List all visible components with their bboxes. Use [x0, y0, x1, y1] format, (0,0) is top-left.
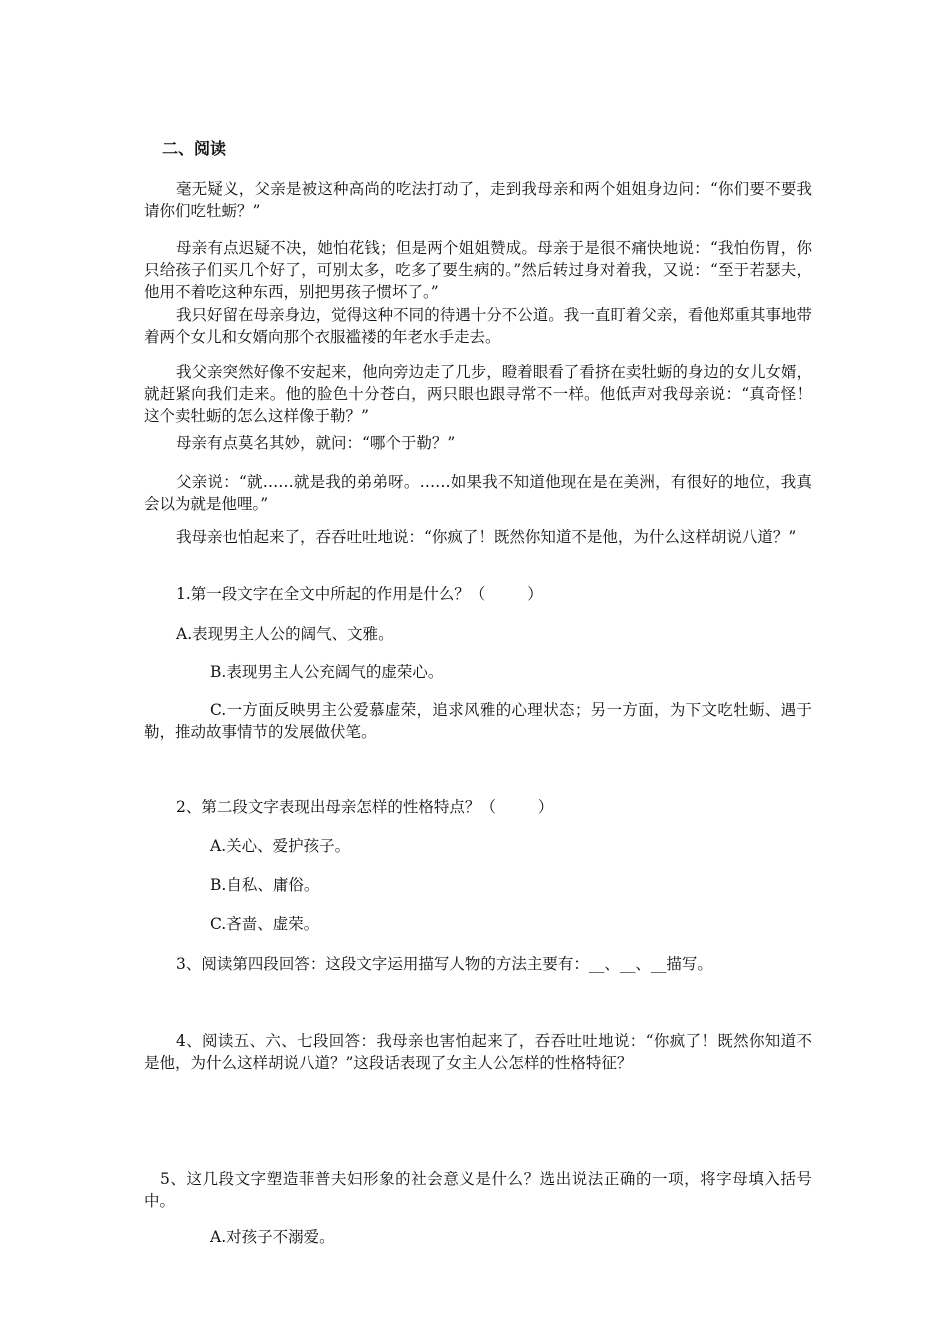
question-3: 3、阅读第四段回答：这段文字运用描写人物的方法主要有：__、__、__描写。	[176, 955, 713, 973]
question-2-stem: 2、第二段文字表现出母亲怎样的性格特点？（	[176, 798, 496, 816]
question-1-option-c: C.一方面反映男主公爱慕虚荣，追求风雅的心理状态；另一方面，为下文吃牡蛎、遇于勒，推动故事情节的发展做伏笔。	[144, 701, 812, 741]
paragraph-2: 母亲有点迟疑不决，她怕花钱；但是两个姐姐赞成。母亲于是很不痛快地说：“我怕伤胃，你只给孩子们买几个好了，可别太多，吃多了要生病的。”然后转过身对着我，又说：“至于若瑟夫，他用不着吃这种东西，别把男孩子惯坏了。”	[144, 239, 812, 301]
question-4: 4、阅读五、六、七段回答：我母亲也害怕起来了，吞吞吐吐地说：“你疯了！既然你知道不是他，为什么这样胡说八道？”这段话表现了女主人公怎样的性格特征？	[144, 1032, 812, 1072]
question-2-close: ）	[537, 798, 554, 816]
paragraph-4: 我父亲突然好像不安起来，他向旁边走了几步，瞪着眼看了看挤在卖牡蛎的身边的女儿女婿，就赶紧向我们走来。他的脸色十分苍白，两只眼也跟寻常不一样。他低声对我母亲说：“真奇怪！这个卖牡蛎的怎么这样像于勒？”	[144, 363, 812, 425]
paragraph-5: 母亲有点莫名其妙，就问：“哪个于勒？”	[176, 434, 456, 452]
question-2-option-b: B.自私、庸俗。	[210, 876, 320, 894]
question-5-option-a: A.对孩子不溺爱。	[210, 1228, 335, 1246]
paragraph-3: 我只好留在母亲身边，觉得这种不同的待遇十分不公道。我一直盯着父亲，看他郑重其事地带着两个女儿和女婿向那个衣服褴褛的年老水手走去。	[144, 306, 812, 346]
question-1-option-b: B.表现男主人公充阔气的虚荣心。	[210, 663, 444, 681]
paragraph-7: 我母亲也怕起来了，吞吞吐吐地说：“你疯了！既然你知道不是他，为什么这样胡说八道？”	[176, 528, 797, 546]
question-2-option-a: A.关心、爱护孩子。	[210, 837, 351, 855]
paragraph-6: 父亲说：“就……就是我的弟弟呀。……如果我不知道他现在是在美洲，有很好的地位，我真会以为就是他哩。”	[144, 473, 812, 513]
question-1-stem: 1.第一段文字在全文中所起的作用是什么？（	[176, 585, 486, 603]
question-2	[176, 796, 553, 818]
question-1	[176, 583, 543, 605]
paragraph-1: 毫无疑义，父亲是被这种高尚的吃法打动了，走到我母亲和两个姐姐身边问：“你们要不要我请你们吃牡蛎？”	[144, 180, 812, 220]
question-5: 5、这几段文字塑造菲普夫妇形象的社会意义是什么？选出说法正确的一项，将字母填入括号中。	[144, 1170, 812, 1210]
question-2-option-c: C.吝啬、虚荣。	[210, 915, 320, 933]
section-title: 二、阅读	[162, 139, 227, 158]
question-1-close: ）	[527, 585, 543, 603]
question-1-option-a: A.表现男主人公的阔气、文雅。	[176, 625, 394, 643]
